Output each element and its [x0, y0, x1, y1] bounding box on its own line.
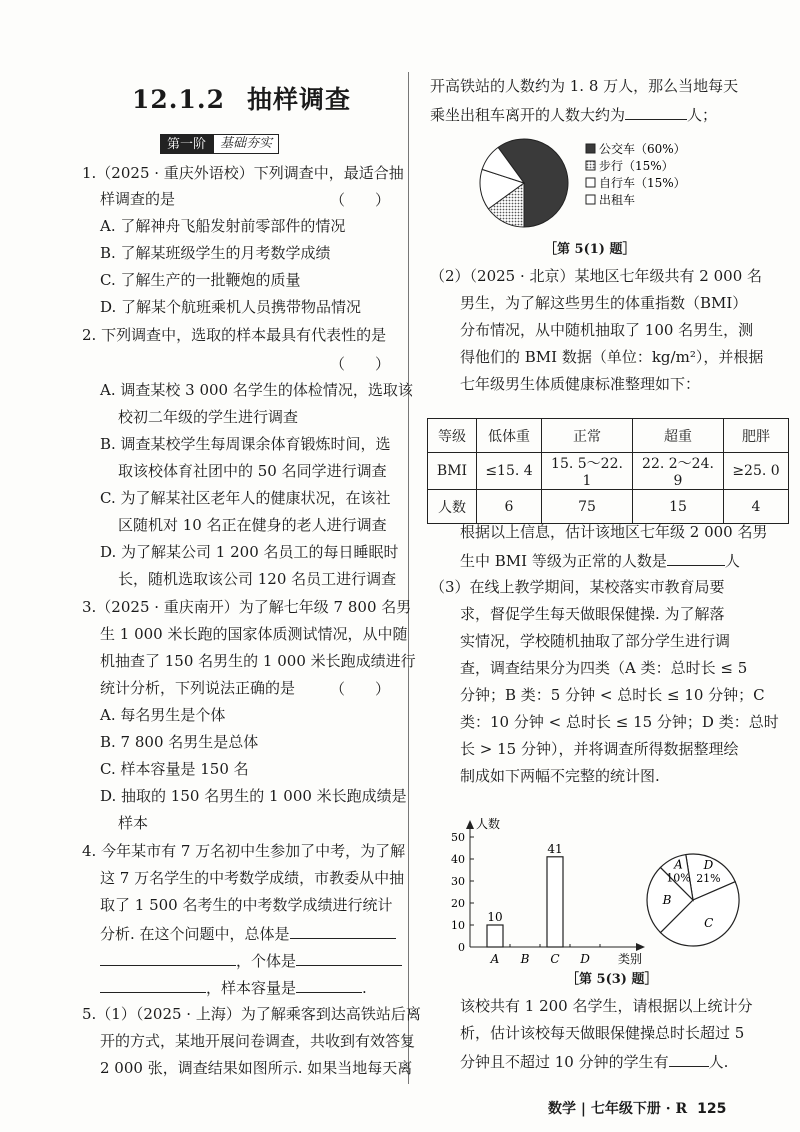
q5-3-blank-b-count[interactable] — [669, 1050, 709, 1067]
q1-stem-1: 1.（2025 · 重庆外语校）下列调查中，最适合抽 — [82, 164, 404, 182]
q5-2-stem-6: 根据以上信息，估计该地区七年级 2 000 名男 — [460, 523, 768, 541]
pie1-legend-swatch — [586, 144, 595, 153]
q5-3-stem-9: 该校共有 1 200 名学生，请根据以上统计分 — [460, 997, 753, 1015]
q5-2-stem-3: 分布情况，从中随机抽取了 100 名男生，测 — [460, 321, 754, 339]
section-number: 12.1.2 — [132, 85, 225, 114]
caption-q5-1: ［第 5(1) 题］ — [544, 242, 636, 257]
q4-blank-sample-size[interactable] — [296, 976, 362, 993]
q5-stem-3: 2 000 张，调查结果如图所示. 如果当地每天离 — [100, 1059, 413, 1077]
q1-option-c: C. 了解生产的一批鞭炮的质量 — [100, 271, 301, 289]
q2-answer-bracket: （ ） — [330, 355, 391, 373]
bar-chart-eye-exercise — [440, 812, 650, 972]
q3-option-d-2: 样本 — [118, 814, 149, 832]
bmi-table-cell: 正常 — [542, 419, 633, 453]
caption-q5-3: ［第 5(3) 题］ — [566, 972, 658, 987]
bmi-table-cell: 22. 2～24. 9 — [633, 453, 724, 490]
bar-x-tick-label: C — [550, 952, 560, 966]
q3-stem-3: 机抽查了 150 名男生的 1 000 米长跑成绩进行 — [100, 652, 416, 670]
bar-y-tick-label: 10 — [451, 919, 465, 932]
section-name: 抽样调查 — [247, 85, 352, 114]
q2-stem: 2. 下列调查中，选取的样本最具有代表性的是 — [82, 326, 387, 344]
q3-option-a: A. 每名男生是个体 — [100, 706, 226, 724]
pie-chart-eye-exercise — [645, 842, 745, 952]
q5-stem-2: 开的方式，某地开展问卷调查，共收到有效答复 — [100, 1032, 416, 1050]
q5-3-stem-1: （3）在线上教学期间，某校落实市教育局要 — [430, 578, 725, 596]
page-number: 125 — [697, 1101, 727, 1117]
q3-stem-4: 统计分析，下列说法正确的是 — [100, 679, 296, 697]
bmi-table-cell: 75 — [542, 490, 633, 524]
q1-option-a: A. 了解神舟飞船发射前零部件的情况 — [100, 217, 346, 235]
q4-stem-6-text: ，样本容量是 — [206, 979, 297, 997]
level-badge — [160, 134, 279, 154]
page-footer — [548, 1098, 726, 1118]
q3-option-d-1: D. 抽取的 150 名男生的 1 000 米长跑成绩是 — [100, 787, 407, 805]
q4-stem-4-text: 分析. 在这个问题中，总体是 — [100, 925, 290, 943]
bmi-table-row-level — [428, 419, 789, 453]
bmi-table-cell: 4 — [724, 490, 789, 524]
bar-x-axis-label: 类别 — [618, 952, 643, 966]
q4-stem-5-text: ，个体是 — [236, 952, 297, 970]
bar-y-tick-label: 20 — [451, 897, 465, 910]
bar-data-label: 10 — [487, 910, 503, 924]
bmi-table-cell: ≤15. 4 — [477, 453, 542, 490]
q4-stem-1: 4. 今年某市有 7 万名初中生参加了中考，为了解 — [82, 842, 406, 860]
q4-stem-6-end: . — [362, 979, 367, 997]
q4-blank-population[interactable] — [290, 922, 396, 939]
q1-answer-bracket: （ ） — [330, 191, 391, 209]
q5-3-stem-2: 求，督促学生每天做眼保健操. 为了解落 — [460, 605, 725, 623]
q5-1-cont-1: 开高铁站的人数约为 1. 8 万人，那么当地每天 — [430, 77, 739, 95]
q2-option-d-2: 长，随机选取该公司 120 名员工进行调查 — [118, 570, 397, 588]
pie-chart-travel-mode — [478, 133, 738, 233]
bmi-table-cell: 6 — [477, 490, 542, 524]
q2-option-a-2: 校初二年级的学生进行调查 — [118, 408, 299, 426]
bmi-table-cell: ≥25. 0 — [724, 453, 789, 490]
q3-answer-bracket: （ ） — [330, 680, 391, 698]
q5-3-stem-4: 查，调查结果分为四类（A 类：总时长 ≤ 5 — [460, 659, 748, 677]
q5-3-stem-11 — [460, 1050, 728, 1072]
level-badge-label: 基础夯实 — [213, 134, 279, 154]
q2-option-b-2: 取该校体育社团中的 50 名同学进行调查 — [118, 462, 387, 480]
q5-3-stem-7: 长 > 15 分钟），并将调查所得数据整理绘 — [460, 740, 739, 758]
pie1-legend-swatch — [586, 161, 595, 170]
q5-1-blank-taxi[interactable] — [625, 103, 687, 120]
q4-stem-3: 取了 1 500 名考生的中考数学成绩进行统计 — [100, 896, 393, 914]
bar-data-label: 41 — [547, 841, 563, 856]
bar-y-tick-label: 40 — [451, 853, 465, 866]
pie3-category-label: C — [704, 916, 714, 931]
column-divider — [408, 72, 409, 1084]
q5-3-stem-3: 实情况，学校随机抽取了部分学生进行调 — [460, 632, 731, 650]
bmi-table-cell: 肥胖 — [724, 419, 789, 453]
q4-stem-5 — [100, 949, 402, 971]
q3-option-b: B. 7 800 名男生是总体 — [100, 733, 259, 751]
q2-option-b-1: B. 调查某校学生每周课余体育锻炼时间，选 — [100, 435, 391, 453]
bmi-table-header: 等级 — [428, 419, 477, 453]
bar-mark — [547, 857, 563, 947]
q5-2-stem-4: 得他们的 BMI 数据（单位：kg/m²），并根据 — [460, 348, 764, 366]
bar-y-tick-label: 50 — [451, 831, 465, 844]
bar-y-tick-label: 0 — [458, 941, 465, 954]
bar-x-axis-arrow — [636, 943, 645, 951]
q2-option-a-1: A. 调查某校 3 000 名学生的体检情况，选取该 — [100, 381, 413, 399]
bmi-table-row-bmi — [428, 453, 789, 490]
q1-option-b: B. 了解某班级学生的月考数学成绩 — [100, 244, 331, 262]
pie3-category-label: A — [674, 857, 683, 872]
q5-2-stem-7-end: 人 — [724, 552, 740, 570]
q5-2-stem-7 — [460, 549, 740, 571]
q3-stem-2: 生 1 000 米长跑的国家体质测试情况，从中随 — [100, 625, 408, 643]
q4-stem-4 — [100, 922, 396, 944]
q1-stem-2: 样调查的是 — [100, 190, 176, 208]
bmi-table — [427, 418, 789, 524]
bmi-table-cell: 15. 5～22. 1 — [542, 453, 633, 490]
bar-x-tick-label: D — [580, 952, 590, 966]
bmi-table-cell: 超重 — [633, 419, 724, 453]
section-title — [132, 80, 351, 116]
q4-stem-6 — [100, 976, 367, 998]
q5-2-blank-normal[interactable] — [667, 549, 725, 566]
q3-option-c: C. 样本容量是 150 名 — [100, 760, 249, 778]
pie1-legend-swatch — [586, 178, 595, 187]
bmi-table-cell: 15 — [633, 490, 724, 524]
bar-x-tick-label: B — [520, 952, 530, 966]
pie3-category-label: B — [662, 893, 672, 907]
q5-1-cont-2 — [430, 103, 717, 125]
bmi-table-cell: 低体重 — [477, 419, 542, 453]
pie1-legend-label: 自行车（15%） — [599, 176, 686, 190]
q3-stem-1: 3.（2025 · 重庆南开）为了解七年级 7 800 名男 — [82, 598, 412, 616]
q5-3-stem-6: 类：10 分钟 < 总时长 ≤ 15 分钟；D 类：总时 — [460, 713, 779, 731]
q5-stem-1: 5.（1）（2025 · 上海）为了解乘客到达高铁站后离 — [82, 1005, 421, 1023]
q4-blank-population-cont[interactable] — [100, 949, 236, 966]
bar-x-tick-label: A — [490, 952, 500, 966]
level-badge-stage: 第一阶 — [160, 134, 213, 154]
bar-mark — [487, 925, 503, 947]
q5-3-stem-5: 分钟；B 类：5 分钟 < 总时长 ≤ 10 分钟；C — [460, 686, 765, 704]
bar-y-tick-label: 30 — [451, 875, 465, 888]
q2-option-d-1: D. 为了解某公司 1 200 名员工的每日睡眠时 — [100, 543, 399, 561]
q1-option-d: D. 了解某个航班乘机人员携带物品情况 — [100, 298, 362, 316]
q4-blank-individual[interactable] — [296, 949, 402, 966]
q5-3-stem-10: 析，估计该校每天做眼保健操总时长超过 5 — [460, 1024, 745, 1042]
q2-option-c-1: C. 为了解某社区老年人的健康状况，在该社 — [100, 489, 391, 507]
q5-1-cont-2-text: 乘坐出租车离开的人数大约为 — [430, 106, 626, 124]
q4-blank-individual-cont[interactable] — [100, 976, 206, 993]
bmi-table-header: 人数 — [428, 490, 477, 524]
q5-3-stem-8: 制成如下两幅不完整的统计图. — [460, 767, 660, 785]
pie1-legend-label: 公交车（60%） — [599, 142, 686, 156]
bar-y-axis-label: 人数 — [476, 817, 501, 831]
q5-1-cont-2-end: 人； — [687, 106, 718, 124]
bmi-table-header: BMI — [428, 453, 477, 490]
q5-2-stem-2: 男生，为了解这些男生的体重指数（BMI） — [460, 294, 748, 312]
pie1-legend-label: 步行（15%） — [599, 159, 674, 173]
bar-y-axis-arrow — [466, 820, 474, 829]
pie3-data-label: 21% — [696, 871, 721, 885]
pie3-category-label: D — [703, 857, 714, 872]
q5-3-stem-11-text: 分钟且不超过 10 分钟的学生有 — [460, 1053, 669, 1071]
bmi-table-row-count — [428, 490, 789, 524]
q4-stem-2: 这 7 万名学生的中考数学成绩，市教委从中抽 — [100, 869, 405, 887]
q5-3-stem-11-end: 人. — [708, 1053, 729, 1071]
pie1-legend-label: 出租车 — [599, 193, 636, 207]
pie3-data-label: 10% — [666, 871, 691, 885]
q5-2-stem-1: （2）（2025 · 北京）某地区七年级共有 2 000 名 — [430, 267, 763, 285]
q5-2-stem-7-text: 生中 BMI 等级为正常的人数是 — [460, 552, 667, 570]
q2-option-c-2: 区随机对 10 名正在健身的老人进行调查 — [118, 516, 387, 534]
pie1-legend-swatch — [586, 195, 595, 204]
footer-book-title: 数学 | 七年级下册 · R — [548, 1101, 688, 1117]
q5-2-stem-5: 七年级男生体质健康标准整理如下： — [460, 375, 701, 393]
